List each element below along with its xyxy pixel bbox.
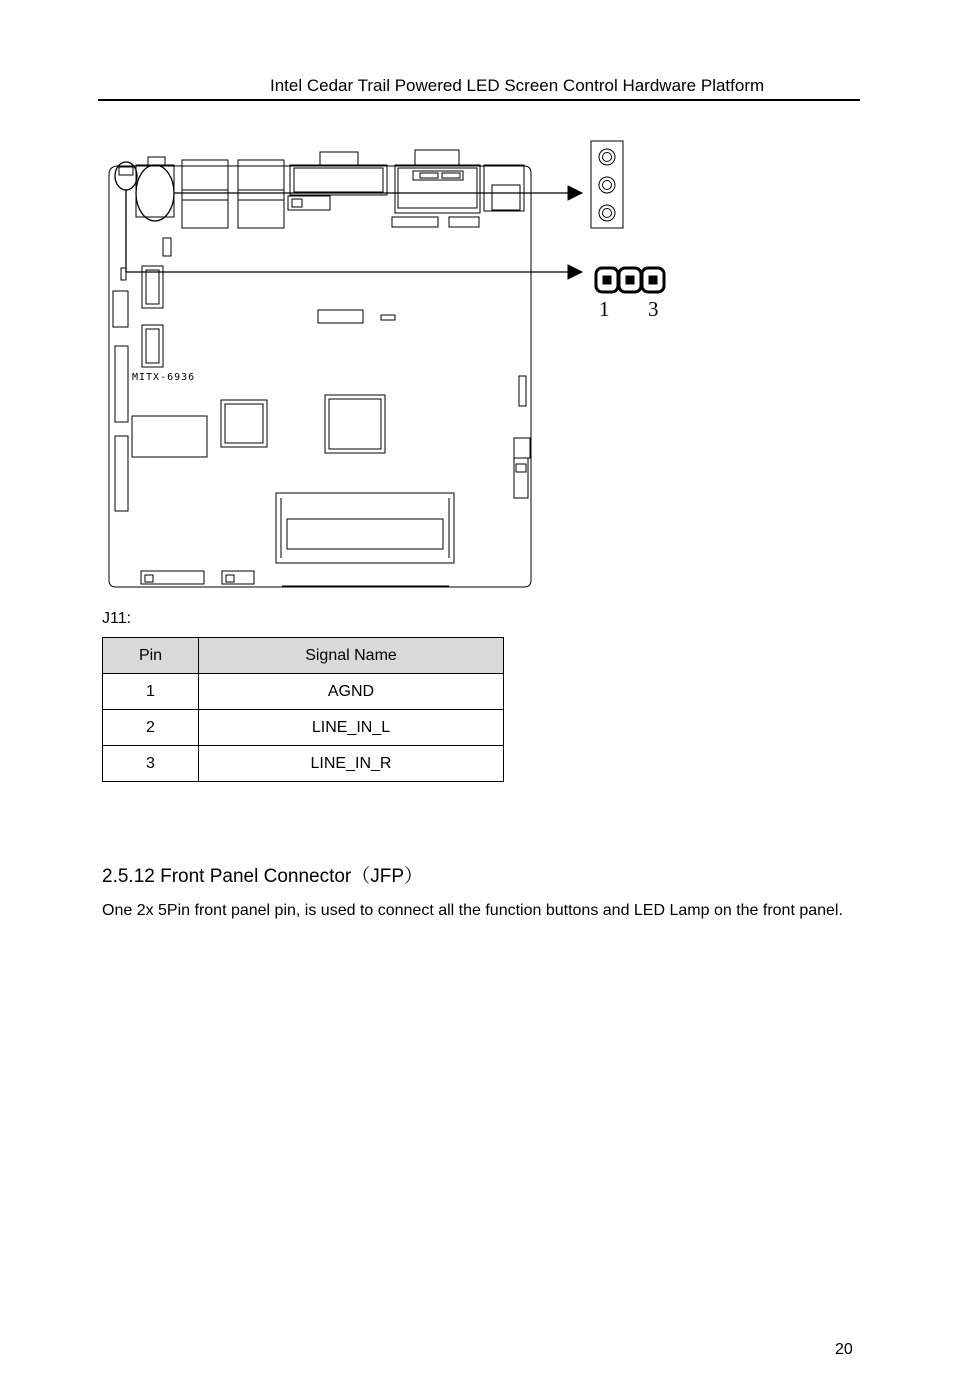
dc-jack <box>484 165 524 211</box>
signal-cell: LINE_IN_R <box>199 746 504 782</box>
memory-slot <box>276 493 454 563</box>
vga-port <box>290 165 387 195</box>
board-block <box>132 416 207 457</box>
table-row <box>103 746 504 782</box>
pin-cell: 2 <box>103 710 199 746</box>
sata-connector-2 <box>142 325 163 367</box>
j11-pin-header-horizontal <box>596 268 664 292</box>
motherboard-diagram <box>100 135 680 595</box>
serial-port <box>395 165 480 213</box>
table-row <box>103 674 504 710</box>
column-header-pin: Pin <box>103 638 199 674</box>
header-rule <box>98 99 860 101</box>
table-row <box>103 710 504 746</box>
pin-label-last: 3 <box>648 297 659 321</box>
section-heading: 2.5.12 Front Panel Connector（JFP） <box>102 866 424 887</box>
j11-pin-table <box>102 637 504 782</box>
pin-cell: 1 <box>103 674 199 710</box>
page-header-title: Intel Cedar Trail Powered LED Screen Control Hardware Platform <box>270 76 765 95</box>
signal-cell: LINE_IN_L <box>199 710 504 746</box>
column-header-signal: Signal Name <box>199 638 504 674</box>
audio-jack-highlight <box>136 165 174 221</box>
pin-label-first: 1 <box>599 297 610 321</box>
section-body-text: One 2x 5Pin front panel pin, is used to connect all the function buttons and LED Lamp on the front panel. <box>102 902 843 919</box>
table-header-row <box>103 638 504 674</box>
usb-stack-2 <box>238 160 284 228</box>
arrow-bottom-head <box>568 265 582 279</box>
chip-small <box>221 400 267 447</box>
arrow-top-head <box>568 186 582 200</box>
j11-connector-vertical <box>591 141 623 228</box>
pin-cell: 3 <box>103 746 199 782</box>
j11-caption: J11: <box>102 610 132 627</box>
signal-cell: AGND <box>199 674 504 710</box>
page-number: 20 <box>835 1341 853 1358</box>
board-silkscreen-label: MITX-6936 <box>132 372 196 383</box>
usb-stack-1 <box>182 160 228 228</box>
j11-header-small <box>119 167 133 175</box>
chip-large <box>325 395 385 453</box>
